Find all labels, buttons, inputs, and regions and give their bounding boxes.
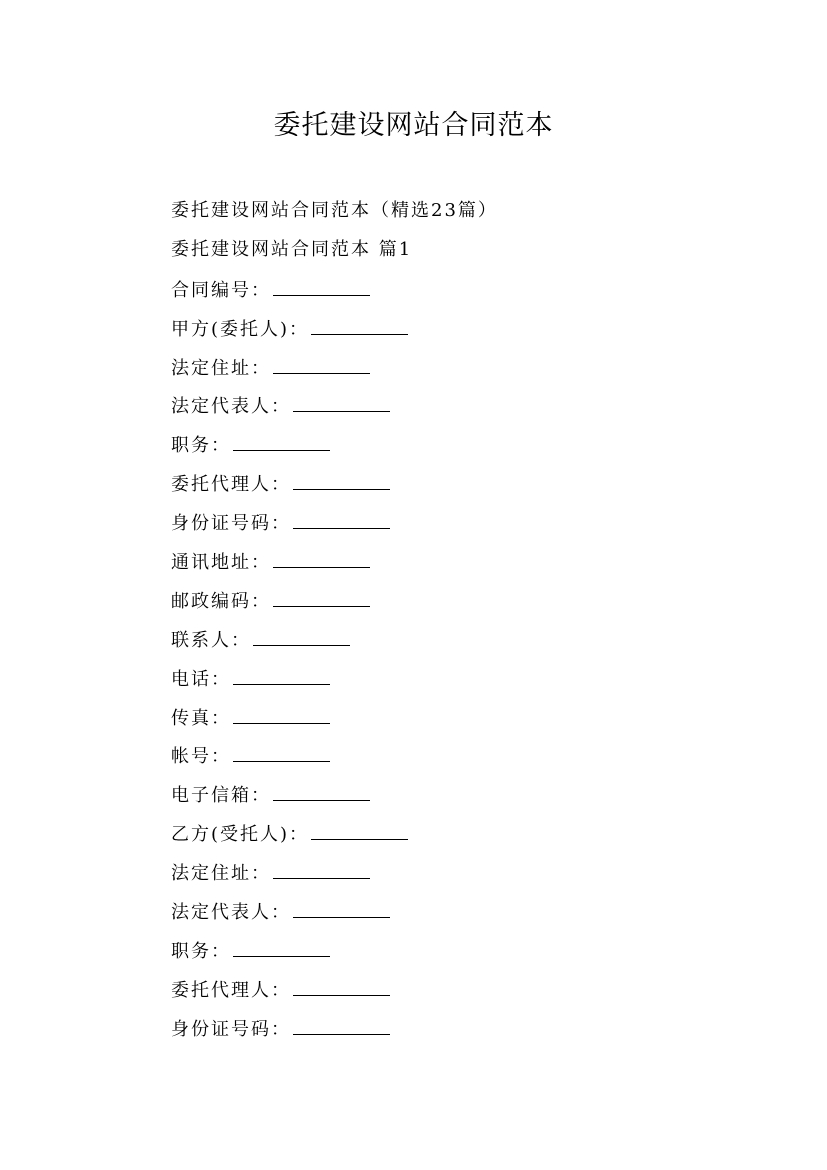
fill-in-blank bbox=[311, 819, 408, 840]
fill-in-blank bbox=[293, 508, 390, 529]
text-line bbox=[171, 197, 771, 236]
form-field-line bbox=[171, 430, 771, 469]
form-field-line bbox=[171, 703, 771, 742]
field-label: 法定住址： bbox=[171, 863, 271, 885]
fill-in-blank bbox=[273, 858, 370, 879]
text-line bbox=[171, 236, 771, 275]
fill-in-blank bbox=[233, 741, 330, 762]
field-label: 帐号： bbox=[171, 746, 231, 768]
fill-in-blank bbox=[233, 703, 330, 724]
field-label: 职务： bbox=[171, 435, 231, 457]
field-label: 身份证号码： bbox=[171, 513, 291, 535]
form-field-line bbox=[171, 741, 771, 780]
fill-in-blank bbox=[273, 586, 370, 607]
form-field-line bbox=[171, 353, 771, 392]
field-label: 身份证号码： bbox=[171, 1018, 291, 1040]
fill-in-blank bbox=[293, 897, 390, 918]
field-label: 职务： bbox=[171, 940, 231, 962]
field-label: 委托代理人： bbox=[171, 474, 291, 496]
fill-in-blank bbox=[233, 936, 330, 957]
form-field-line bbox=[171, 664, 771, 703]
form-field-line bbox=[171, 975, 771, 1014]
form-field-line bbox=[171, 858, 771, 897]
field-label: 电话： bbox=[171, 668, 231, 690]
field-label: 联系人： bbox=[171, 629, 251, 651]
field-label: 传真： bbox=[171, 707, 231, 729]
document-title: 委托建设网站合同范本 bbox=[273, 110, 554, 141]
fill-in-blank bbox=[253, 625, 350, 646]
fill-in-blank bbox=[273, 353, 370, 374]
form-field-line bbox=[171, 586, 771, 625]
form-field-line bbox=[171, 508, 771, 547]
field-label: 委托代理人： bbox=[171, 979, 291, 1001]
field-label: 甲方(委托人)： bbox=[171, 318, 310, 340]
form-field-line bbox=[171, 819, 771, 858]
fill-in-blank bbox=[293, 391, 390, 412]
form-field-line bbox=[171, 469, 771, 508]
form-field-line bbox=[171, 936, 771, 975]
form-field-line bbox=[171, 625, 771, 664]
fill-in-blank bbox=[293, 975, 390, 996]
fill-in-blank bbox=[273, 275, 370, 296]
fill-in-blank bbox=[233, 430, 330, 451]
fill-in-blank bbox=[293, 469, 390, 490]
field-label: 电子信箱： bbox=[171, 785, 271, 807]
form-field-line bbox=[171, 275, 771, 314]
field-label: 邮政编码： bbox=[171, 590, 271, 612]
form-field-line bbox=[171, 391, 771, 430]
contract-fields bbox=[171, 197, 771, 1053]
field-label: 法定代表人： bbox=[171, 396, 291, 418]
form-field-line bbox=[171, 547, 771, 586]
field-label: 合同编号： bbox=[171, 279, 271, 301]
form-field-line bbox=[171, 1014, 771, 1053]
fill-in-blank bbox=[233, 664, 330, 685]
field-label: 法定代表人： bbox=[171, 902, 291, 924]
field-label: 通讯地址： bbox=[171, 552, 271, 574]
fill-in-blank bbox=[273, 780, 370, 801]
field-label: 委托建设网站合同范本 篇1 bbox=[171, 238, 413, 260]
form-field-line bbox=[171, 897, 771, 936]
field-label: 法定住址： bbox=[171, 357, 271, 379]
field-label: 乙方(受托人)： bbox=[171, 824, 310, 846]
field-label: 委托建设网站合同范本（精选23篇） bbox=[171, 200, 498, 221]
fill-in-blank bbox=[273, 547, 370, 568]
fill-in-blank bbox=[293, 1014, 390, 1035]
fill-in-blank bbox=[311, 314, 408, 335]
form-field-line bbox=[171, 314, 771, 353]
form-field-line bbox=[171, 780, 771, 819]
